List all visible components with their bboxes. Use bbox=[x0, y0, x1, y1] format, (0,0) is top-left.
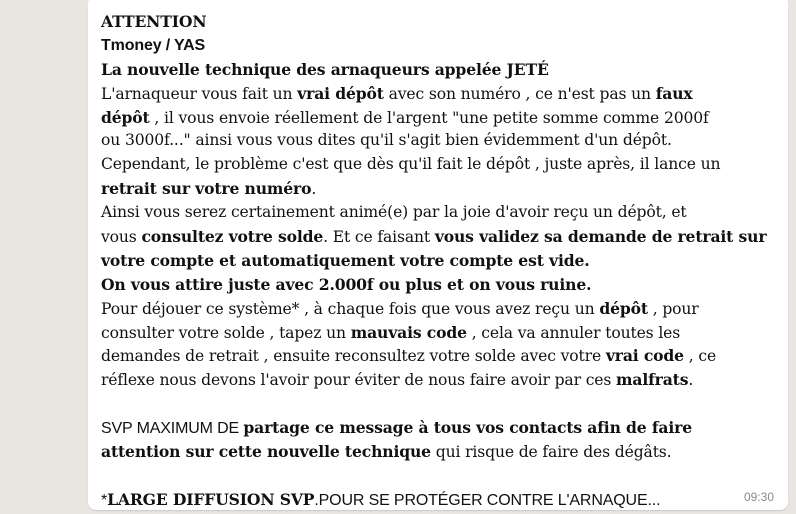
line-14: consulter votre solde , tapez un mauvais code , cela va annuler toutes les bbox=[101, 322, 681, 342]
message-bubble[interactable] bbox=[88, 0, 788, 510]
line-8: retrait sur votre numéro. bbox=[101, 179, 317, 199]
line-4: L'arnaqueur vous fait un vrai dépôt avec son numéro , ce n'est pas un faux bbox=[101, 83, 693, 103]
line-intro: La nouvelle technique des arnaqueurs appelée JETÉ bbox=[101, 59, 549, 79]
line-12: On vous attire juste avec 2.000f ou plus et on vous ruine. bbox=[101, 274, 592, 294]
line-15: demandes de retrait , ensuite reconsultez votre solde avec votre vrai code , ce bbox=[101, 346, 717, 366]
message-text bbox=[101, 10, 781, 512]
line-operators: Tmoney / YAS bbox=[101, 36, 206, 54]
line-11: votre compte et automatiquement votre compte est vide. bbox=[101, 250, 590, 270]
message-timestamp: 09:30 bbox=[743, 490, 774, 504]
line-7: Cependant, le problème c'est que dès qu'il fait le dépôt , juste après, il lance un bbox=[101, 155, 721, 174]
line-19: *LARGE DIFFUSION SVP.POUR SE PROTÉGER CONTRE L'ARNAQUE... bbox=[101, 489, 661, 509]
line-attention: ATTENTION bbox=[101, 12, 207, 31]
line-18: attention sur cette nouvelle technique qui risque de faire des dégâts. bbox=[101, 442, 672, 462]
line-9: Ainsi vous serez certainement animé(e) par la joie d'avoir reçu un dépôt, et bbox=[101, 203, 687, 222]
blank-line bbox=[101, 464, 781, 488]
line-17: SVP MAXIMUM DE partage ce message à tous vos contacts afin de faire bbox=[101, 418, 692, 438]
blank-line bbox=[101, 392, 781, 416]
line-6: ou 3000f..." ainsi vous vous dites qu'il s'agit bien évidemment d'un dépôt. bbox=[101, 131, 672, 150]
line-13: Pour déjouer ce système* , à chaque fois que vous avez reçu un dépôt , pour bbox=[101, 298, 699, 318]
line-10: vous consultez votre solde. Et ce faisant vous validez sa demande de retrait sur bbox=[101, 227, 767, 247]
line-5: dépôt , il vous envoie réellement de l'argent "une petite somme comme 2000f bbox=[101, 107, 709, 127]
line-16: réflexe nous devons l'avoir pour éviter de nous faire avoir par ces malfrats. bbox=[101, 370, 694, 390]
